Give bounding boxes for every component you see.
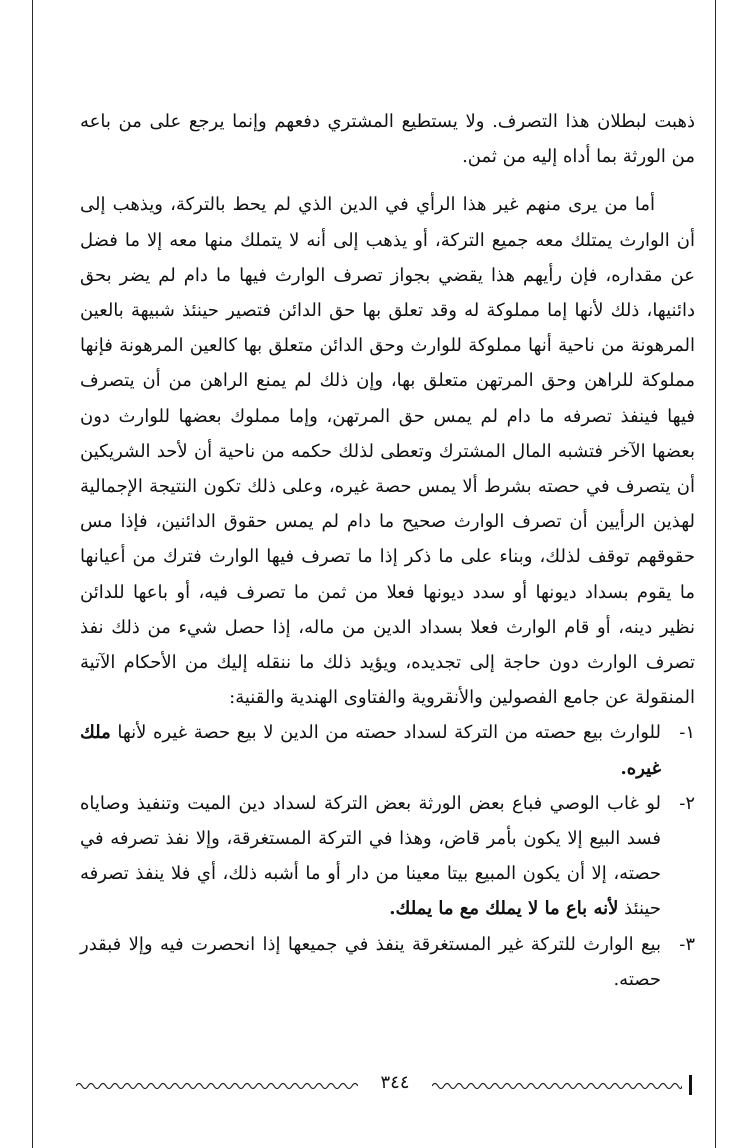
list-item-body: بيع الوارث للتركة غير المستغرقة ينفذ في جميعها إذا انحصرت فيه وإلا فبقدر حصته. bbox=[80, 933, 661, 990]
paragraph-2: أما من يرى منهم غير هذا الرأي في الدين الذي لم يحط بالتركة، ويذهب إلى أن الوارث يمتلك معه جميع التركة، أو يذهب إلى أنه لا يتملك منها معه إلا ما فضل عن مقداره، فإن رأيهم هذا يقضي بجواز تصرف الوارث فيها ما دام لم يضر بحق دائنيها، ذلك لأنها إما مملوكة له وقد تعلق بها حق الدائن فتصير حينئذ شبيهة بالعين المرهونة من ناحية أنها مملوكة للوارث وحق الدائن متعلق بها كالعين المرهونة فإنها مملوكة للراهن وحق المرتهن متعلق بها، وإن ذلك لم يمنع الراهن من أن يتصرف فيها فينفذ تصرفه ما دام لم يمس حق المرتهن، وإما مملوك بعضها للوارث دون بعضها الآخر فتشبه المال المشترك وتعطى لذلك حكمه من ناحية أن لأحد الشريكين أن يتصرف في حصته بشرط ألا يمس حصة غيره، وعلى ذلك تكون النتيجة الإجمالية لهذين الرأيين أن تصرف الوارث صحيح ما دام لم يمس حقوق الدائنين، فإذا مس حقوقهم توقف لذلك، وبناء على ما ذكر إذا ما تصرف فيها الوارث فترك من أعيانها ما يقوم بسداد ديونها أو سدد ديونها فعلا من ثمن ما تصرف فيه، أو باعها للدائن نظير دينه، أو قام الوارث فعلا بسداد الدين من ماله، إذا حصل شيء من ذلك نفذ تصرف الوارث دون حاجة إلى تجديده، ويؤيد ذلك ما ننقله إليك من الأحكام الآتية المنقولة عن جامع الفصولين والأنقروية والفتاوى الهندية والقنية: bbox=[80, 194, 696, 709]
page-footer bbox=[76, 1068, 682, 1098]
list-item-emphasis: لأنه باع ما لا يملك مع ما يملك. bbox=[389, 898, 619, 920]
footer-wave-ornament-right bbox=[432, 1080, 682, 1092]
list-item-body: لو غاب الوصي فباع بعض الورثة بعض التركة لسداد دين الميت وتنفيذ وصاياه فسد البيع إلا يكون بأمر قاض، وهذا في التركة المستغرقة، وإلا نفذ تصرفه في حصته، إلا أن يكون المبيع بيتا معينا من دار أو ما أشبه ذلك، أي فلا ينفذ تصرفه حينئذ bbox=[80, 792, 661, 920]
list-item-number: ١- bbox=[679, 722, 695, 744]
page-edge-left bbox=[32, 0, 33, 1148]
list-item-body: للوارث بيع حصته من التركة لسداد حصته من الدين لا بيع حصة غيره لأنها bbox=[117, 722, 661, 744]
list-item-text bbox=[80, 715, 661, 785]
list-item bbox=[80, 927, 695, 997]
page-edge-right bbox=[715, 0, 716, 1148]
body-text bbox=[80, 104, 695, 997]
footer-bar-ornament bbox=[689, 1075, 692, 1095]
list-item-emphasis: ملك غيره. bbox=[80, 722, 661, 779]
page-number: ٣٤٤ bbox=[380, 1072, 410, 1093]
list-item-number: ٣- bbox=[679, 933, 695, 955]
paragraph-1: ذهبت لبطلان هذا التصرف. ولا يستطيع المشتري دفعهم وإنما يرجع على من باعه من الورثة بما أداه إليه من ثمن. bbox=[80, 111, 695, 168]
list-item bbox=[80, 715, 695, 785]
list-item-text bbox=[80, 786, 661, 927]
footer-wave-ornament-left bbox=[76, 1080, 358, 1092]
list-item bbox=[80, 786, 695, 927]
list-item-number: ٢- bbox=[679, 792, 695, 814]
list-item-text bbox=[80, 927, 661, 997]
rulings-list bbox=[80, 715, 695, 997]
